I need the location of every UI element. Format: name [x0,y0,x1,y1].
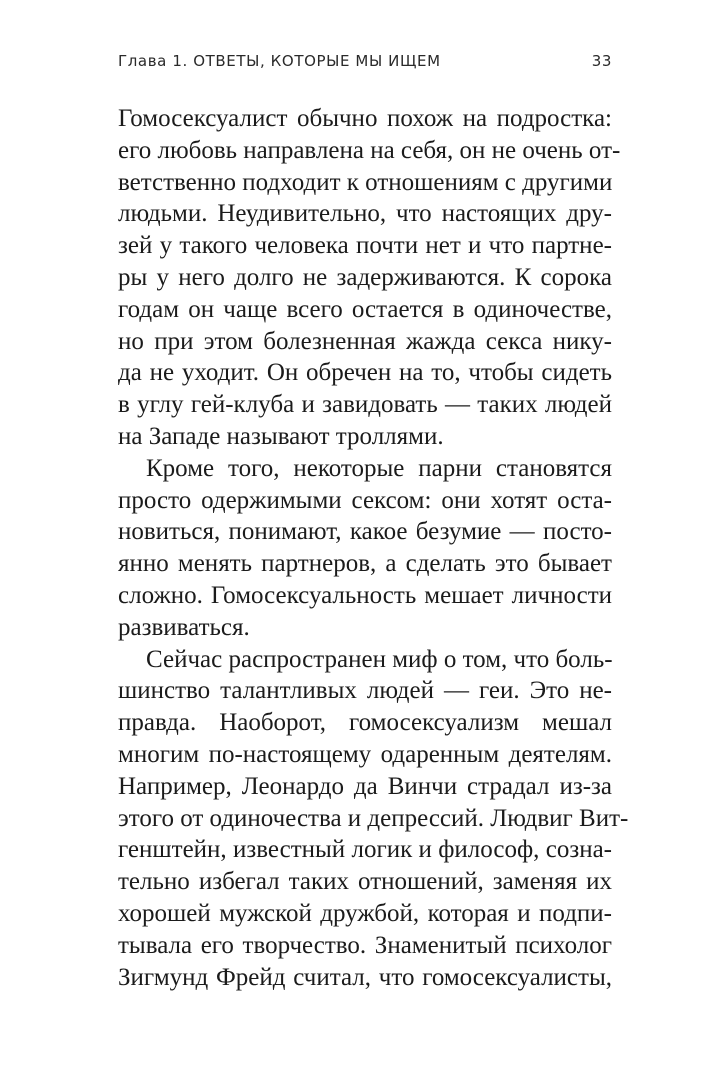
text-line: тывала его творчество. Знаменитый психолог [118,931,612,959]
text-line: Кроме того, некоторые парни становятся [146,454,612,482]
text-line: ры у него долго не задерживаются. К сорока [118,263,612,291]
text-line: зей у такого человека почти нет и что партне- [118,232,612,260]
text-line: да не уходит. Он обречен на то, чтобы сидеть [118,359,612,387]
text-line: хорошей мужской дружбой, которая и подпи- [118,899,612,927]
text-line: многим по-настоящему одаренным деятелям. [118,740,612,768]
text-line: правда. Наоборот, гомосексуализм мешал [118,709,612,737]
text-line: Гомосексуалист обычно похож на подростка: [118,105,612,132]
paragraph [118,644,629,994]
page-number: 33 [591,52,612,70]
chapter-title: Глава 1. ОТВЕТЫ, КОТОРЫЕ МЫ ИЩЕМ [118,52,441,70]
text-line: новиться, понимают, какое безумие — посто- [118,518,612,546]
text-line: просто одержимыми сексом: они хотят оста- [118,486,612,514]
text-line: шинство талантливых людей — геи. Это не- [118,677,612,705]
text-line: в углу гей-клуба и завидовать — таких людей [118,391,612,419]
paragraph [118,453,612,644]
text-line: тельно избегал таких отношений, заменяя их [118,868,612,896]
running-header [118,50,612,72]
text-line: людьми. Неудивительно, что настоящих дру- [118,200,612,228]
text-line: но при этом болезненная жажда секса нику- [118,327,612,355]
text-line: на Западе называют троллями. [118,422,444,450]
text-line: Сейчас распространен миф о том, что боль- [146,645,613,673]
paragraph [118,103,621,453]
text-line: генштейн, известный логик и философ, созна- [118,836,612,864]
body-text [118,103,629,993]
text-line: янно менять партнеров, а сделать это бывает [118,550,612,578]
text-line: развиваться. [118,613,250,641]
text-line: годам он чаще всего остается в одиночестве, [118,295,612,323]
text-line: сложно. Гомосексуальность мешает личности [118,581,612,609]
text-line: Зигмунд Фрейд считал, что гомосексуалисты, [118,963,612,991]
text-line: Например, Леонардо да Винчи страдал из-за [118,772,612,800]
text-line: его любовь направлена на себя, он не очень от- [118,136,621,164]
text-line: этого от одиночества и депрессий. Людвиг Вит- [118,804,629,832]
text-line: ветственно подходит к отношениям с другими [118,168,613,196]
